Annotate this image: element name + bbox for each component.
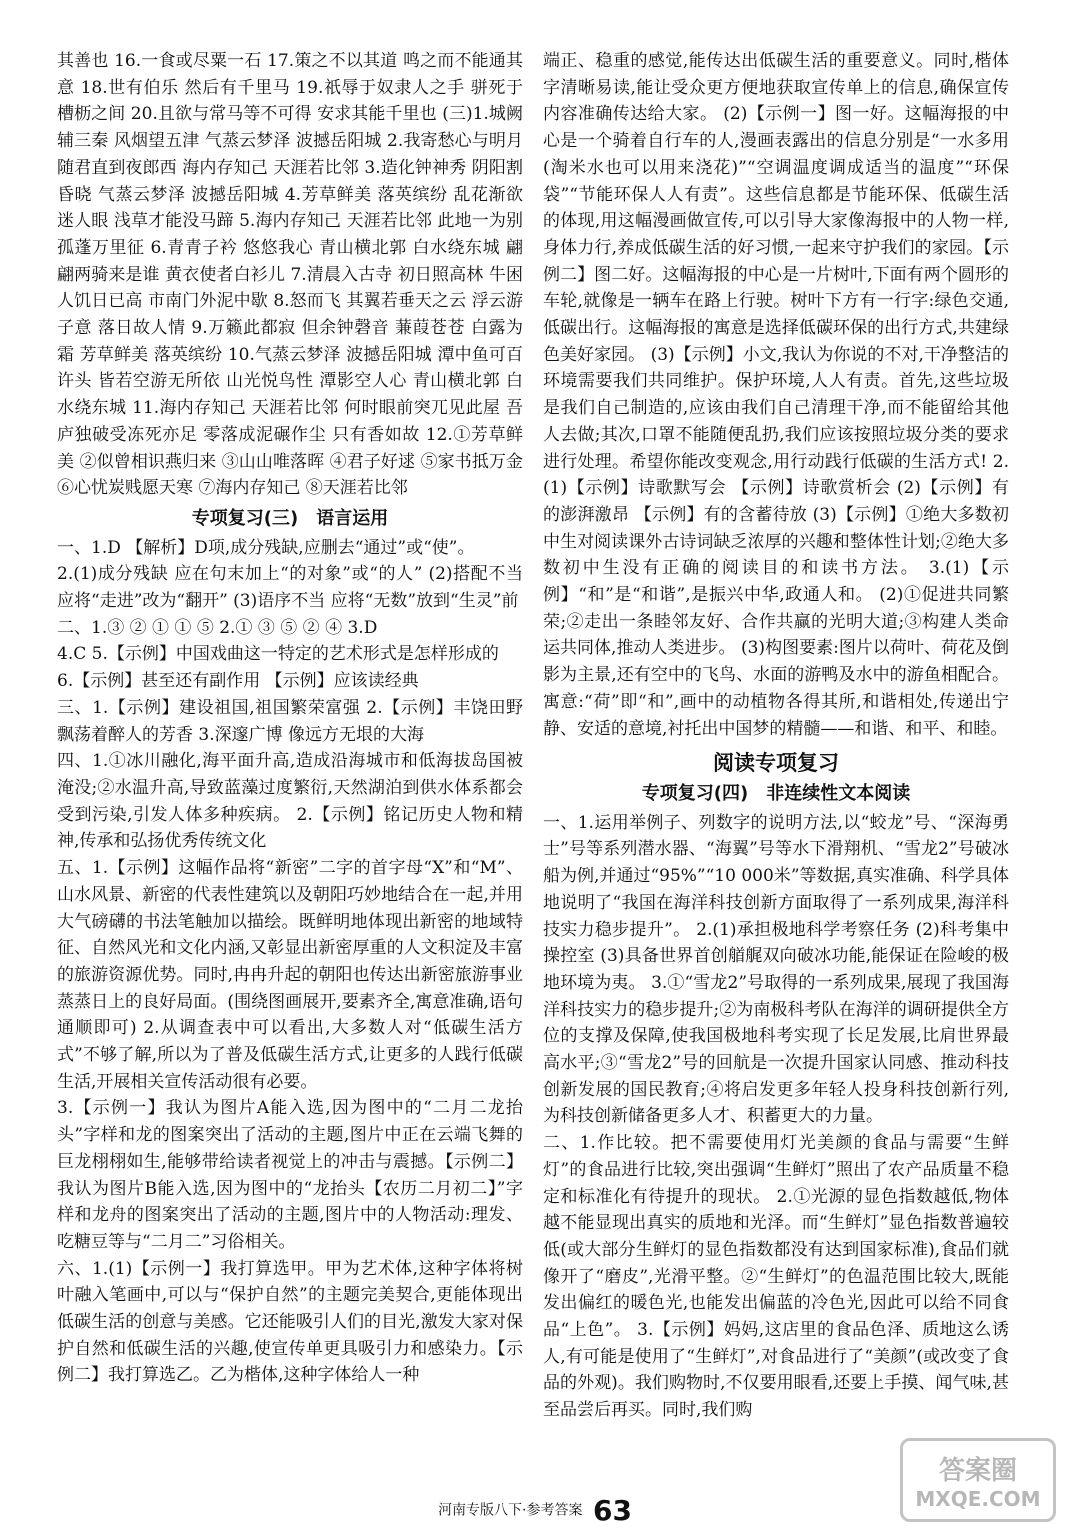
answer-paragraph: 二、1.③ ② ① ① ⑤ 2.① ③ ⑤ ② ④ 3.D bbox=[57, 617, 378, 638]
right-column bbox=[543, 48, 1009, 1424]
answer-paragraph: 3.【示例一】我认为图片A能入选,因为图中的“二月二龙抬头”字样和龙的图案突出了活动的主题,图片中正在云端飞舞的巨龙栩栩如生,能够带给读者视觉上的冲击与震撼。【示例二】我认为图片B能入选,因为图中的“龙抬头【农历二月初二】”字样和龙舟的图案突出了活动的主题,图片中的人物活动:理发、吃糖豆等与“二月二”习俗相关。 bbox=[57, 1098, 523, 1252]
watermark-url: MXQE.COM bbox=[915, 1486, 1041, 1511]
page-number: 63 bbox=[592, 1494, 632, 1527]
answer-paragraph: 一、1.D 【解析】D项,成分残缺,应删去“通过”或“使”。 bbox=[57, 537, 475, 558]
answer-paragraph: 其善也 16.一食或尽粟一石 17.策之不以其道 鸣之而不能通其意 18.世有伯乐 然后有千里马 19.祇辱于奴隶人之手 骈死于槽枥之间 20.且欲与常马等不可得 安求其能千里也 (三)1.城阙辅三秦 风烟望五津 气蒸云梦泽 波撼岳阳城 2.我寄愁心与明月 随君直到夜郎西 海内存知己 天涯若比邻 3.造化钟神秀 阴阳割昏晓 气蒸云梦泽 波撼岳阳城 4.芳草鲜美 落英缤纷 乱花渐欲迷人眼 浅草才能没马蹄 5.海内存知己 天涯若比邻 此地一为别 孤蓬万里征 6.青青子衿 悠悠我心 青山横北郭 白水绕东城 翩翩两骑来是谁 黄衣使者白衫儿 7.清晨入古寺 初日照高林 牛困人饥日已高 市南门外泥中歇 8.怒而飞 其翼若垂天之云 浮云游子意 落日故人情 9.万籁此都寂 但余钟磬音 蒹葭苍苍 白露为霜 芳草鲜美 落英缤纷 10.气蒸云梦泽 波撼岳阳城 潭中鱼可百许头 皆若空游无所依 山光悦鸟性 潭影空人心 青山横北郭 白水绕东城 11.海内存知己 天涯若比邻 何时眼前突兀见此屋 吾庐独破受冻死亦足 零落成泥碾作尘 只有香如故 12.①芳草鲜美 ②似曾相识燕归来 ③山山唯落晖 ④君子好逑 ⑤家书抵万金 ⑥心忧炭贱愿天寒 ⑦海内存知己 ⑧天涯若比邻 bbox=[57, 51, 523, 499]
answer-paragraph: 四、1.①冰川融化,海平面升高,造成沿海城市和低海拔岛国被淹没;②水温升高,导致蓝藻过度繁衍,天然湖泊到供水体系都会受到污染,引发人体多种疾病。 2.【示例】铭记历史人物和精神,传承和弘扬优秀传统文化 bbox=[57, 751, 523, 852]
answer-paragraph: 2.(1)成分残缺 应在句末加上“的对象”或“的人” (2)搭配不当 应将“走进”改为“翻开” (3)语序不当 应将“无数”放到“生灵”前 bbox=[57, 564, 523, 612]
footer-label: 河南专版八下·参考答案 bbox=[438, 1502, 583, 1519]
section-heading: 专项复习(四) 非连续性文本阅读 bbox=[641, 782, 911, 804]
answer-paragraph: 一、1.运用举例子、列数字的说明方法,以“蛟龙”号、“深海勇士”号等系列潜水器、“海翼”号等水下滑翔机、“雪龙2”号破冰船为例,并通过“95%”“10 000米”等数据,真实准确、科学具体地说明了“我国在海洋科技创新方面取得了一系列成果,海洋科技实力稳步提升”。 2.(1)承担极地科学考察任务 (2)科考集中操控室 (3)具备世界首创艏艉双向破冰功能,能保证在险峻的极地环境为夷。 3.①“雪龙2”号取得的一系列成果,展现了我国海洋科技实力的稳步提升;②为南极科考队在海洋的调研提供全方位的支撑及保障,使我国极地科考实现了长足发展,比肩世界最高水平;③“雪龙2”号的回航是一次提升国家认同感、推动科技创新发展的国民教育;④将启发更多年轻人投身科技创新行列,为科技创新储备更多人才、积蓄更大的力量。 bbox=[543, 812, 1009, 1127]
answer-paragraph: 三、1.【示例】建设祖国,祖国繁荣富强 2.【示例】丰饶田野飘荡着醉人的芳香 3.深邃广博 像远方无垠的大海 bbox=[57, 697, 523, 745]
watermark-logo bbox=[900, 1438, 1056, 1522]
answer-paragraph: 6.【示例】甚至还有副作用 【示例】应该读经典 bbox=[57, 671, 419, 692]
section-heading: 专项复习(三) 语言运用 bbox=[191, 507, 389, 529]
answer-paragraph: 4.C 5.【示例】中国戏曲这一特定的艺术形式是怎样形成的 bbox=[57, 644, 499, 665]
left-column bbox=[57, 48, 523, 1389]
answer-paragraph: 端正、稳重的感觉,能传达出低碳生活的重要意义。同时,楷体字清晰易读,能让受众更方便地获取宣传单上的信息,确保宣传内容准确传达给大家。 (2)【示例一】图一好。这幅海报的中心是一个骑着自行车的人,漫画表露出的信息分别是“一水多用(淘米水也可以用来浇花)”“空调温度调成适当的温度”“环保袋”“节能环保人人有责”。这些信息都是节能环保、低碳生活的体现,用这幅漫画做宣传,可以引导大家像海报中的人物一样,身体力行,养成低碳生活的好习惯,一起来守护我们的家园。【示例二】图二好。这幅海报的中心是一片树叶,下面有两个圆形的车轮,就像是一辆车在路上行驶。树叶下方有一行字:绿色交通,低碳出行。这幅海报的寓意是选择低碳环保的出行方式,共建绿色美好家园。 (3)【示例】小文,我认为你说的不对,干净整洁的环境需要我们共同维护。保护环境,人人有责。首先,这些垃圾是我们自己制造的,应该由我们自己清理干净,而不能留给其他人去做;其次,口罩不能随便乱扔,我们应该按照垃圾分类的要求进行处理。希望你能改变观念,用行动践行低碳的生活方式! 2.(1)【示例】诗歌默写会 【示例】诗歌赏析会 (2)【示例】有的澎湃激昂 【示例】有的含蓄待放 (3)【示例】①绝大多数初中生对阅读课外古诗词缺乏浓厚的兴趣和整体性计划;②绝大多数初中生没有正确的阅读目的和读书方法。 3.(1)【示例】“和”是“和谐”,是振兴中华,政通人和。 (2)①促进共同繁荣;②走出一条睦邻友好、合作共赢的光明大道;③构建人类命运共同体,推动人类进步。 (3)构图要素:图片以荷叶、荷花及倒影为主景,还有空中的飞鸟、水面的游鸭及水中的游鱼相配合。寓意:“荷”即“和”,画中的动植物各得其所,和谐相处,传递出宁静、安适的意境,衬托出中国梦的精髓——和谐、和平、和睦。 bbox=[543, 51, 1009, 739]
answer-paragraph: 二、1.作比较。把不需要使用灯光美颜的食品与需要“生鲜灯”的食品进行比较,突出强调“生鲜灯”照出了农产品质量不稳定和标准化有待提升的现状。 2.①光源的显色指数越低,物体越不能显现出真实的质地和光泽。而“生鲜灯”显色指数普遍较低(或大部分生鲜灯的显色指数都没有达到国家标准),食品们就像开了“磨皮”,光滑平整。②“生鲜灯”的色温范围比较大,既能发出偏红的暖色光,也能发出偏蓝的冷色光,因此可以给不同食品“上色”。 3.【示例】妈妈,这店里的食品色泽、质地这么诱人,有可能是使用了“生鲜灯”,对食品进行了“美颜”(或改变了食品的外观)。我们购物时,不仅要用眼看,还要上手摸、闻气味,甚至品尝后再买。同时,我们购 bbox=[543, 1133, 1009, 1421]
answer-paragraph: 六、1.(1)【示例一】我打算选甲。甲为艺术体,这种字体将树叶融入笔画中,可以与“保护自然”的主题完美契合,更能体现出低碳生活的创意与美感。它还能吸引人们的目光,激发大家对保护自然和低碳生活的兴趣,使宣传单更具吸引力和感染力。【示例二】我打算选乙。乙为楷体,这种字体给人一种 bbox=[57, 1258, 523, 1386]
part-heading: 阅读专项复习 bbox=[713, 751, 839, 776]
answer-paragraph: 五、1.【示例】这幅作品将“新密”二字的首字母“X”和“M”、山水风景、新密的代表性建筑以及朝阳巧妙地结合在一起,并用大气磅礴的书法笔触加以描绘。既鲜明地体现出新密的地域特征、自然风光和文化内涵,又彰显出新密厚重的人文积淀及丰富的旅游资源优势。同时,冉冉升起的朝阳也传达出新密旅游事业蒸蒸日上的良好局面。(围绕图画展开,要素齐全,寓意准确,语句通顺即可) 2.从调查表中可以看出,大多数人对“低碳生活方式”不够了解,所以为了普及低碳生活方式,让更多的人践行低碳生活,开展相关宣传活动很有必要。 bbox=[57, 858, 523, 1092]
watermark-text: 答案圈 bbox=[938, 1455, 1017, 1486]
